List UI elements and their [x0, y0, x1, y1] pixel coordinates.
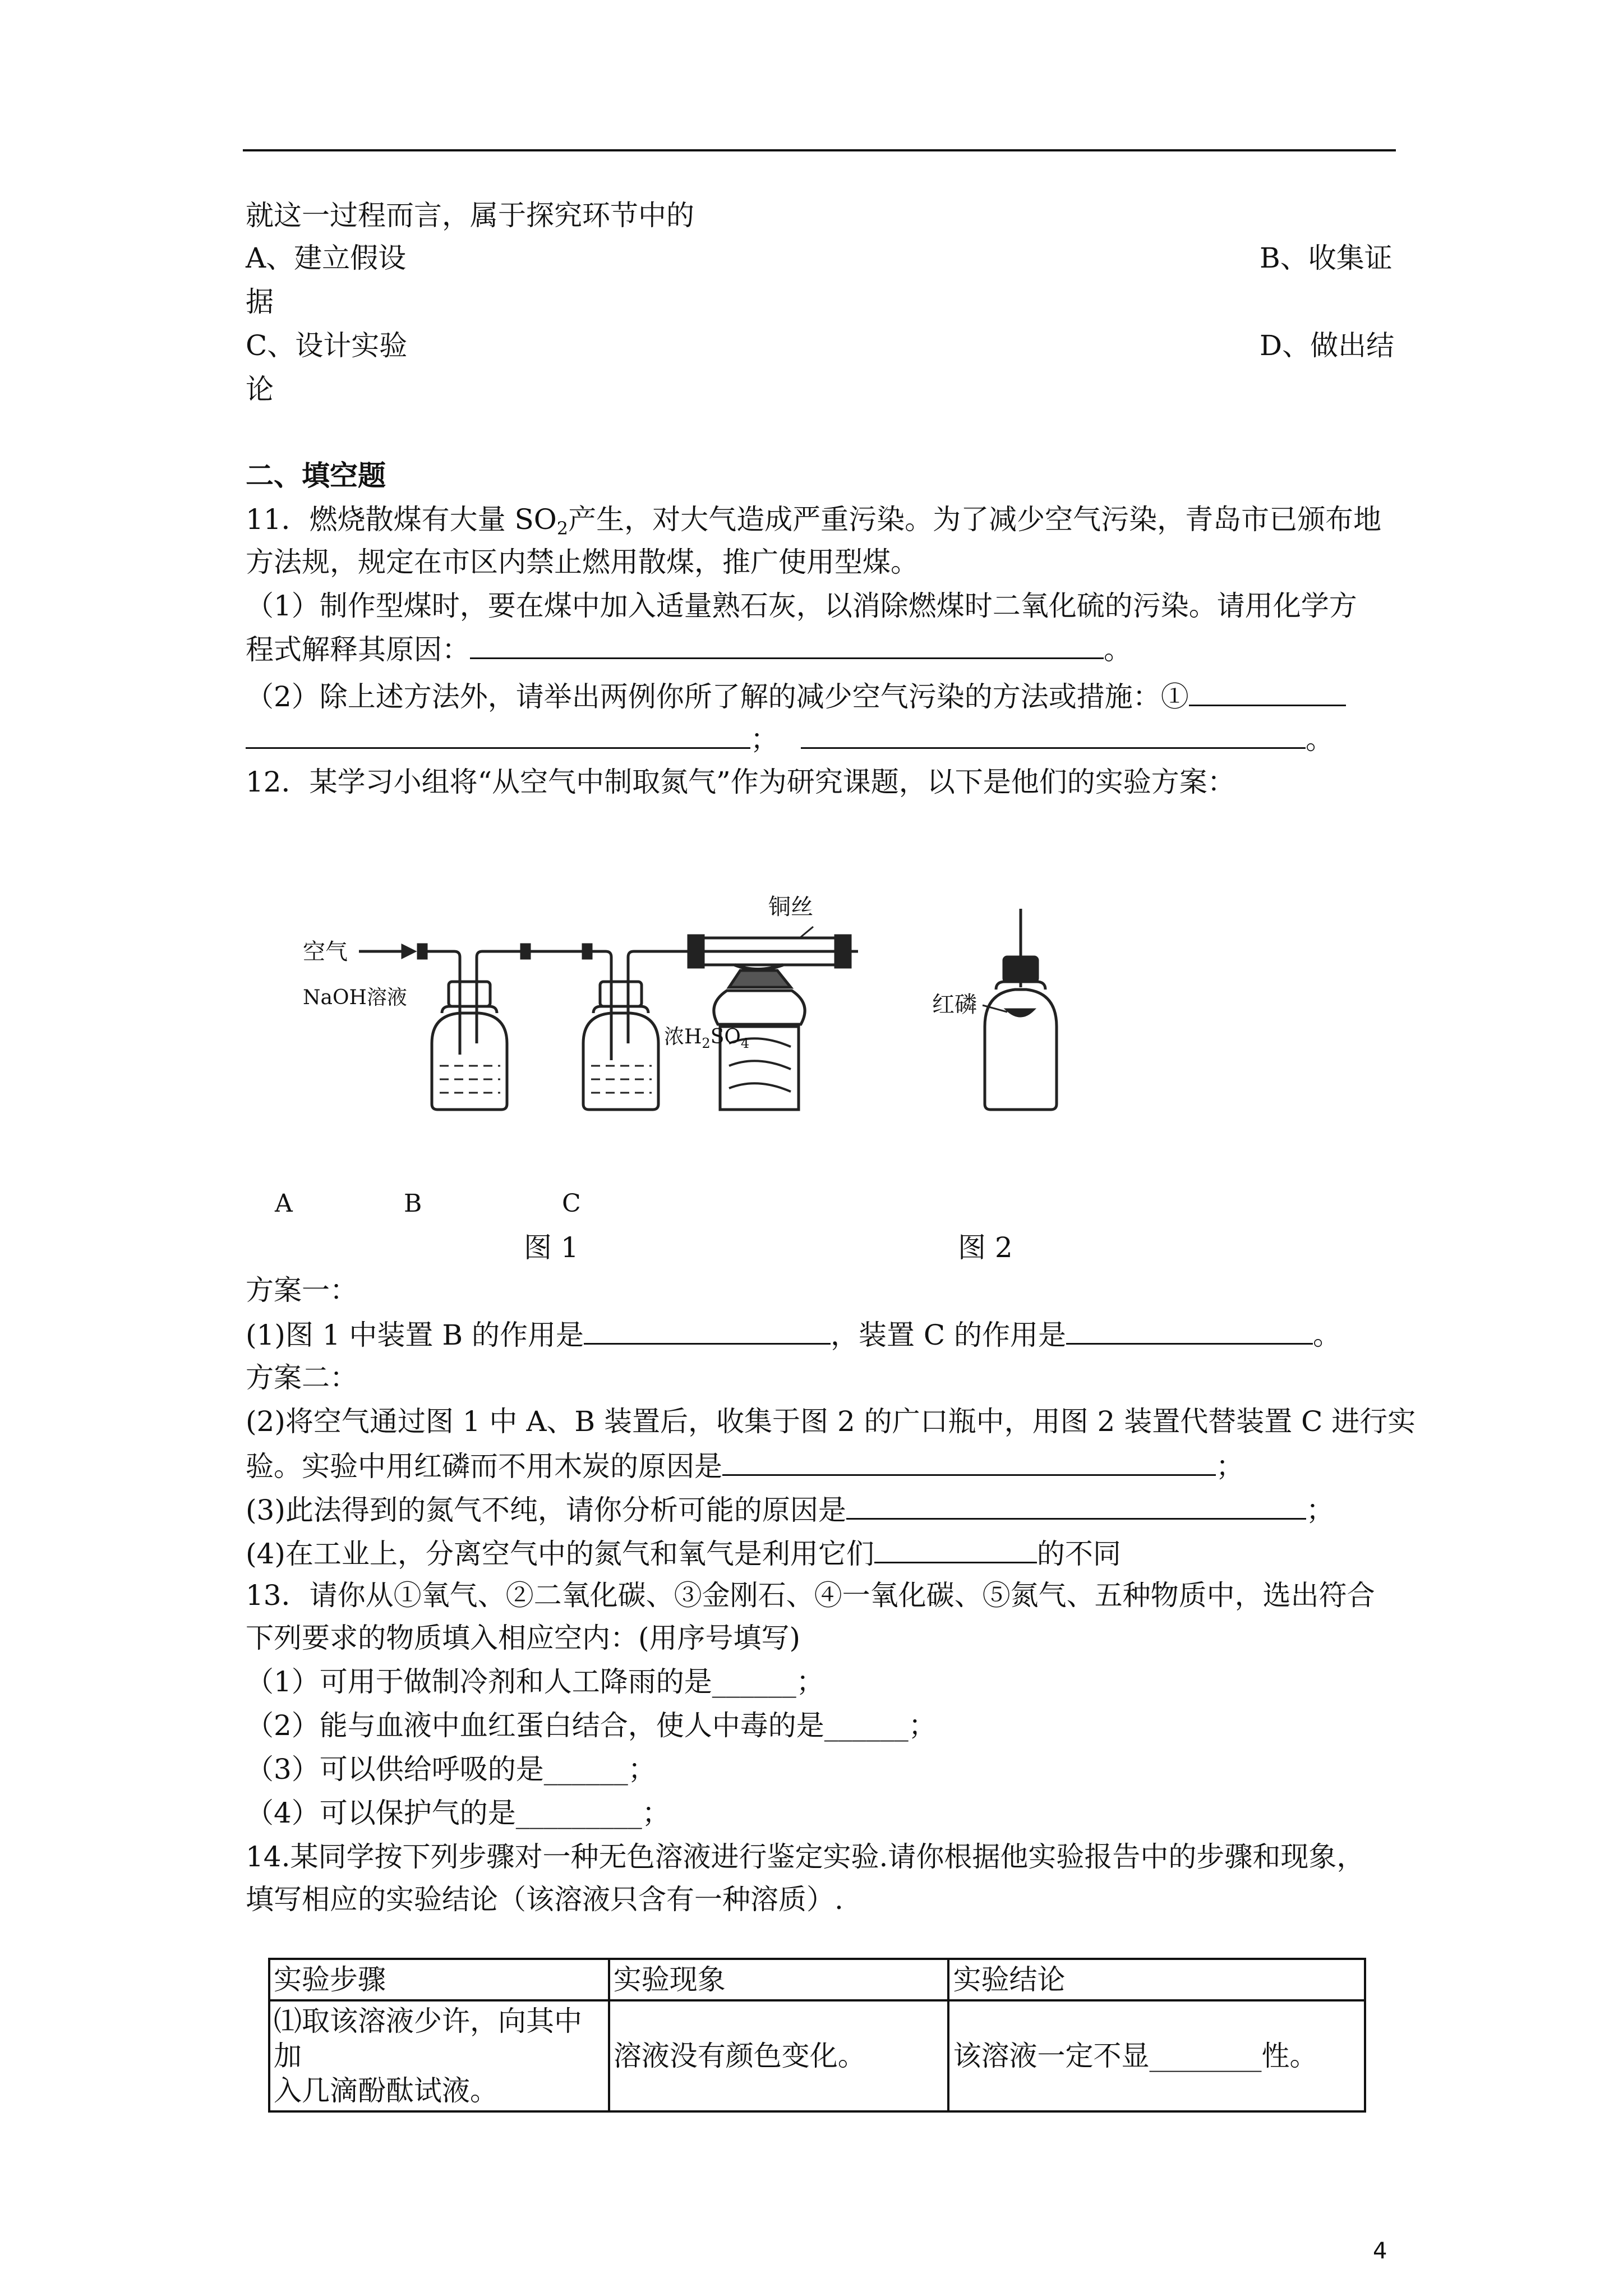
- answer-blank[interactable]: [722, 1447, 1216, 1476]
- q14-line2: 填写相应的实验结论（该溶液只含有一种溶质）.: [246, 1883, 843, 1916]
- q12-part4: (4)在工业上，分离空气中的氮气和氧气是利用它们 的不同: [246, 1535, 1121, 1572]
- table-header-cell: 实验结论: [948, 1959, 1365, 2000]
- outlet-tube-a: [477, 951, 522, 1043]
- burner-body: [714, 991, 805, 1024]
- q13-line2: 下列要求的物质填入相应空内：(用序号填写): [246, 1622, 801, 1654]
- fig2-caption: 图 2: [958, 1231, 1013, 1264]
- burner-flame: [729, 970, 791, 987]
- connector: [418, 945, 426, 958]
- q10-option-d: D、做出结: [1260, 329, 1395, 362]
- q10-option-d-wrap: 论: [246, 373, 274, 406]
- q12-stem: 12．某学习小组将“从空气中制取氮气”作为研究课题，以下是他们的实验方案：: [246, 766, 1235, 798]
- fig1-caption: 图 1: [524, 1231, 579, 1264]
- q13-item-4: （4）可以保护气的是_________；: [246, 1797, 670, 1829]
- q10-option-c: C、设计实验: [246, 329, 408, 362]
- section-heading: 二、填空题: [246, 459, 386, 492]
- q12-part1: (1)图 1 中装置 B 的作用是 ，装置 C 的作用是 。: [246, 1316, 1341, 1353]
- answer-blank[interactable]: [846, 1491, 1306, 1520]
- phosphorus-label: 红磷: [932, 992, 977, 1018]
- label-a: A: [275, 1189, 293, 1218]
- answer-blank[interactable]: [584, 1316, 831, 1345]
- answer-blank[interactable]: [874, 1535, 1037, 1563]
- plan1-title: 方案一：: [246, 1274, 358, 1306]
- report-table: [268, 1958, 1366, 2113]
- arrow-head-icon: [403, 946, 414, 957]
- q12-part2-line2: 验。实验中用红磷而不用木炭的原因是 ；: [246, 1447, 1244, 1484]
- table-row: [269, 2000, 1365, 2111]
- table-header-cell: 实验现象: [609, 1959, 949, 2000]
- q10-stem-tail: 就这一过程而言，属于探究环节中的: [246, 199, 694, 232]
- apparatus-figure: [292, 875, 1223, 1156]
- label-b: B: [404, 1189, 422, 1218]
- q13-item-2: （2）能与血液中血红蛋白结合，使人中毒的是______；: [246, 1709, 937, 1742]
- table-cell-phenomenon: 溶液没有颜色变化。: [609, 2000, 949, 2111]
- naoh-label: NaOH溶液: [303, 986, 407, 1009]
- answer-blank[interactable]: [801, 720, 1306, 749]
- q11-part2-line1: （2）除上述方法外，请举出两例你所了解的减少空气污染的方法或措施：①: [246, 678, 1346, 715]
- q14-line1: 14.某同学按下列步骤对一种无色溶液进行鉴定实验.请你根据他实验报告中的步骤和现象，: [246, 1841, 1365, 1873]
- q10-option-b-wrap: 据: [246, 286, 274, 318]
- page-number: 4: [1373, 2238, 1387, 2264]
- q13-item-3: （3）可以供给呼吸的是______；: [246, 1753, 656, 1786]
- table-cell-conclusion: 该溶液一定不显________性。: [948, 2000, 1365, 2111]
- q12-part3: (3)此法得到的氮气不纯，请你分析可能的原因是 ；: [246, 1491, 1334, 1528]
- answer-blank[interactable]: [470, 631, 1104, 659]
- bottle-b: [583, 982, 658, 1110]
- answer-blank[interactable]: [1189, 678, 1346, 706]
- copper-label: 铜丝: [768, 894, 813, 920]
- q11-part1-line1: （1）制作型煤时，要在煤中加入适量熟石灰，以消除燃煤时二氧化硫的污染。请用化学方: [246, 590, 1357, 622]
- header-rule: [243, 149, 1396, 151]
- answer-blank[interactable]: [1066, 1316, 1313, 1345]
- q11-part1-line2: 程式解释其原因： 。: [246, 631, 1132, 668]
- table-header-cell: 实验步骤: [269, 1959, 609, 2000]
- q11-line1: 11．燃烧散煤有大量 $SO_2$产生，对大气造成严重污染。为了减少空气污染，青岛市已颁布地: [246, 503, 1382, 539]
- q13-line1: 13．请你从①氧气、②二氧化碳、③金刚石、④一氧化碳、⑤氮气、五种物质中，选出符合: [246, 1579, 1375, 1612]
- table-header-row: [269, 1959, 1365, 2000]
- acid-label: 浓$H_2SO_4$: [664, 1025, 750, 1051]
- copper-pointer: [800, 927, 813, 938]
- air-label: 空气: [303, 939, 348, 965]
- answer-blank[interactable]: [246, 720, 750, 749]
- phosphorus-spoon: [1007, 1010, 1033, 1016]
- label-c: C: [562, 1189, 581, 1218]
- q10-option-b: B、收集证: [1260, 242, 1393, 274]
- apparatus-c: [684, 927, 858, 1110]
- q11-part2-line2: ； 。: [246, 720, 1334, 757]
- table-cell-step: ⑴取该溶液少许，向其中加 入几滴酚酞试液。: [269, 2000, 609, 2111]
- q11-line2: 方法规，规定在市区内禁止燃用散煤，推广使用型煤。: [246, 546, 919, 578]
- q12-part2-line1: (2)将空气通过图 1 中 A、B 装置后，收集于图 2 的广口瓶中，用图 2 装置代替装置 C 进行实: [246, 1405, 1416, 1438]
- bottle-fig2: [983, 909, 1057, 1110]
- plan2-title: 方案二：: [246, 1361, 358, 1394]
- q10-option-a: A、建立假设: [246, 242, 407, 274]
- bottle-a: [432, 982, 507, 1110]
- q13-item-1: （1）可用于做制冷剂和人工降雨的是______；: [246, 1665, 824, 1698]
